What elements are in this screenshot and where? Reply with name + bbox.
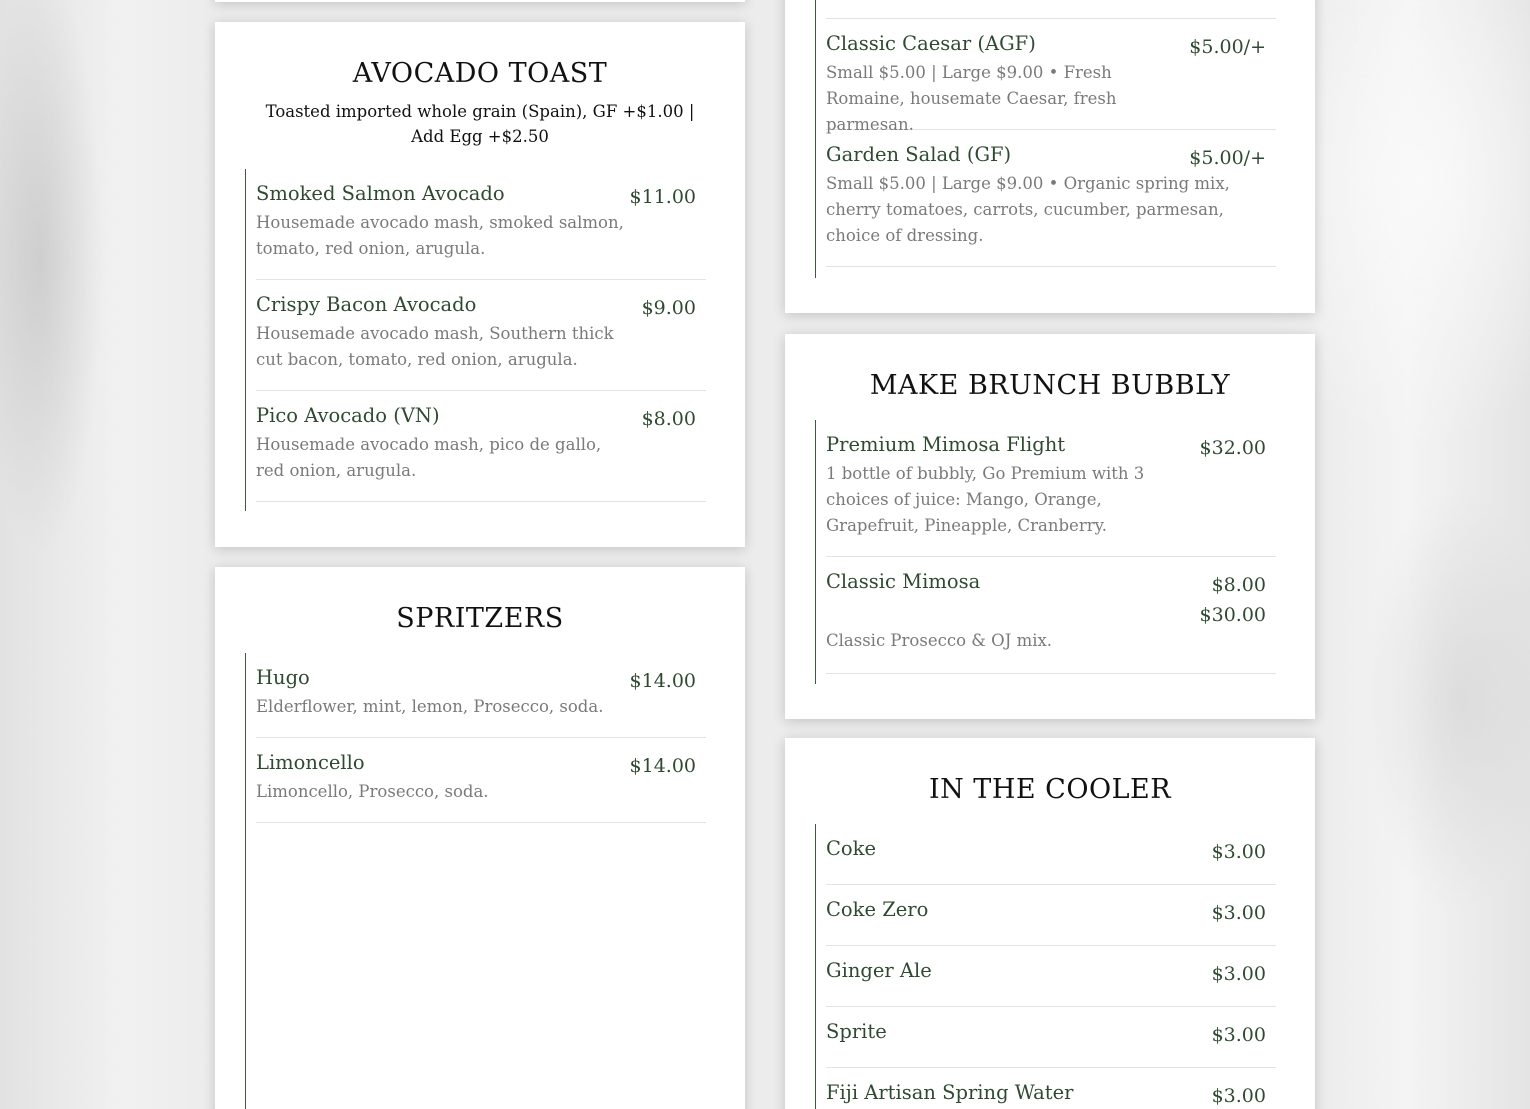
- item-name: Coke: [826, 837, 877, 860]
- item-price: $5.00/+: [1189, 36, 1266, 58]
- menu-item-hugo: [256, 653, 706, 738]
- avocado-toast-title: AVOCADO TOAST: [352, 58, 608, 89]
- item-name: Pico Avocado (VN): [256, 404, 440, 427]
- item-price: $11.00: [629, 186, 696, 208]
- item-price: $3.00: [1211, 1024, 1266, 1046]
- menu-item-ginger-ale: [826, 946, 1276, 1007]
- brunch-bubbly-title: MAKE BRUNCH BUBBLY: [869, 370, 1231, 401]
- item-description: Small $5.00 | Large $9.00 • Organic spring mix, cherry tomatoes, carrots, cucumber, parmesan, choice of dressing.: [826, 174, 1230, 245]
- menu-item-classic-caesar: [826, 19, 1276, 134]
- spritzers-title: SPRITZERS: [396, 603, 564, 634]
- menu-item-fiji-water: [826, 1068, 1276, 1109]
- cooler-title: IN THE COOLER: [928, 774, 1172, 805]
- item-price: $3.00: [1211, 963, 1266, 985]
- menu-item-garden-salad: [826, 130, 1276, 267]
- menu-item-classic-mimosa: [826, 557, 1276, 674]
- item-price: $32.00: [1199, 437, 1266, 459]
- menu-item-crispy-bacon-avocado: [256, 280, 706, 391]
- previous-section-card: [215, 0, 745, 2]
- avocado-toast-card: [215, 22, 745, 547]
- item-price: $5.00/+: [1189, 147, 1266, 169]
- spritzers-list: [245, 653, 706, 1109]
- item-description: Housemade avocado mash, smoked salmon, tomato, red onion, arugula.: [256, 213, 624, 258]
- brunch-bubbly-list: [815, 420, 1276, 684]
- item-price: $14.00: [629, 670, 696, 692]
- item-price: $8.00: [1211, 574, 1266, 596]
- item-price: $14.00: [629, 755, 696, 777]
- item-price: $3.00: [1211, 841, 1266, 863]
- item-name: Ginger Ale: [826, 959, 932, 982]
- item-price: $3.00: [1211, 902, 1266, 924]
- item-description: Small $5.00 | Large $9.00 • Fresh Romaine, housemate Caesar, fresh parmesan.: [826, 63, 1117, 134]
- item-description: Elderflower, mint, lemon, Prosecco, soda.: [256, 697, 604, 716]
- item-name: Smoked Salmon Avocado: [256, 182, 505, 205]
- menu-item-limoncello: [256, 738, 706, 823]
- item-name: Classic Caesar (AGF): [826, 32, 1036, 55]
- salads-list: [815, 0, 1276, 278]
- item-name: Coke Zero: [826, 898, 929, 921]
- menu-item-smoked-salmon-avocado: [256, 169, 706, 280]
- item-description: 1 bottle of bubbly, Go Premium with 3 choices of juice: Mango, Orange, Grapefruit, Pineapple, Cranberry.: [826, 464, 1145, 535]
- menu-item-sprite: [826, 1007, 1276, 1068]
- item-name: Hugo: [256, 666, 310, 689]
- avocado-toast-subtitle: Toasted imported whole grain (Spain), GF +$1.00 | Add Egg +$2.50: [265, 102, 695, 146]
- cooler-list: [815, 824, 1276, 1109]
- item-price: $3.00: [1211, 1085, 1266, 1107]
- spritzers-card: [215, 567, 745, 1109]
- item-name: Classic Mimosa: [826, 570, 981, 593]
- item-price: $9.00: [641, 297, 696, 319]
- menu-item-previous: [826, 0, 1276, 19]
- menu-item-coke: [826, 824, 1276, 885]
- item-price: $8.00: [641, 408, 696, 430]
- cooler-card: [785, 738, 1315, 1109]
- item-description: Limoncello, Prosecco, soda.: [256, 782, 489, 801]
- menu-item-pico-avocado: [256, 391, 706, 502]
- item-description: Housemade avocado mash, Southern thick cut bacon, tomato, red onion, arugula.: [256, 324, 614, 369]
- brunch-bubbly-card: [785, 334, 1315, 719]
- item-name: Limoncello: [256, 751, 365, 774]
- item-price-bottle: $30.00: [1199, 604, 1266, 626]
- menu-item-premium-mimosa-flight: [826, 420, 1276, 557]
- item-description: Housemade avocado mash, pico de gallo, red onion, arugula.: [256, 435, 602, 480]
- item-name: Sprite: [826, 1020, 887, 1043]
- item-name: Garden Salad (GF): [826, 143, 1012, 166]
- item-name: Fiji Artisan Spring Water: [826, 1081, 1074, 1104]
- item-name: Premium Mimosa Flight: [826, 433, 1066, 456]
- item-name: Crispy Bacon Avocado: [256, 293, 477, 316]
- item-description: Classic Prosecco & OJ mix.: [826, 631, 1053, 650]
- salads-card: [785, 0, 1315, 313]
- avocado-toast-list: [245, 169, 706, 511]
- menu-item-coke-zero: [826, 885, 1276, 946]
